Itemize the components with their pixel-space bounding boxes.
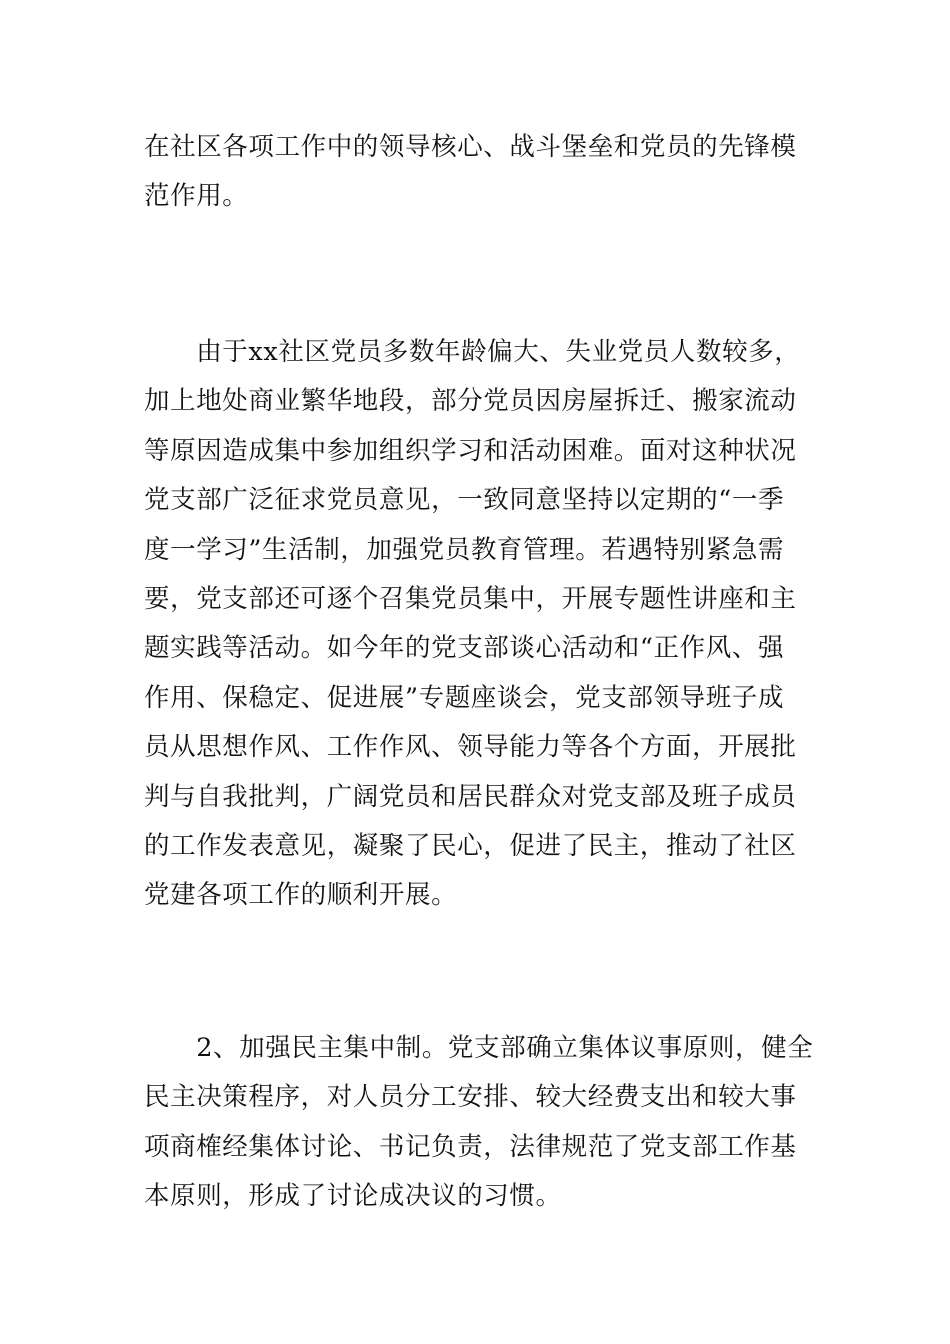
text-line: 要，党支部还可逐个召集党员集中，开展专题性讲座和主: [144, 584, 797, 615]
text-line: 党支部广泛征求党员意见，一致同意坚持以定期的“一季: [144, 485, 785, 516]
text-line: 等原因造成集中参加组织学习和活动困难。面对这种状况: [144, 435, 797, 466]
text-line: 由于xx社区党员多数年龄偏大、失业党员人数较多，: [144, 337, 801, 367]
text-line: 员从思想作风、工作作风、领导能力等各个方面，开展批: [144, 732, 797, 763]
paragraph-democratic-centralism: [144, 1024, 814, 1222]
text-line: 作用、保稳定、促进展”专题座谈会，党支部领导班子成: [144, 682, 785, 713]
paragraph-continuation: [144, 123, 808, 222]
text-line: 党建各项工作的顺利开展。: [144, 880, 458, 911]
text-line: 项商榷经集体讨论、书记负责，法律规范了党支部工作基: [144, 1131, 797, 1162]
text-line: 2、加强民主集中制。党支部确立集体议事原则，健全: [144, 1033, 814, 1063]
text-line: 的工作发表意见，凝聚了民心，促进了民主，推动了社区: [144, 831, 797, 862]
text-line: 民主决策程序，对人员分工安排、较大经费支出和较大事: [144, 1082, 797, 1113]
text-line: 本原则，形成了讨论成决议的习惯。: [144, 1181, 562, 1212]
text-line: 判与自我批判，广阔党员和居民群众对党支部及班子成员: [144, 781, 797, 812]
paragraph-party-branch-activities: [144, 328, 808, 921]
text-line: 加上地处商业繁华地段，部分党员因房屋拆迁、搬家流动: [144, 386, 797, 417]
text-line: 在社区各项工作中的领导核心、战斗堡垒和党员的先锋模: [144, 132, 797, 162]
text-line: 题实践等活动。如今年的党支部谈心活动和“正作风、强: [144, 633, 785, 664]
text-line: 范作用。: [144, 181, 249, 212]
text-line: 度一学习”生活制，加强党员教育管理。若遇特别紧急需: [144, 534, 785, 565]
